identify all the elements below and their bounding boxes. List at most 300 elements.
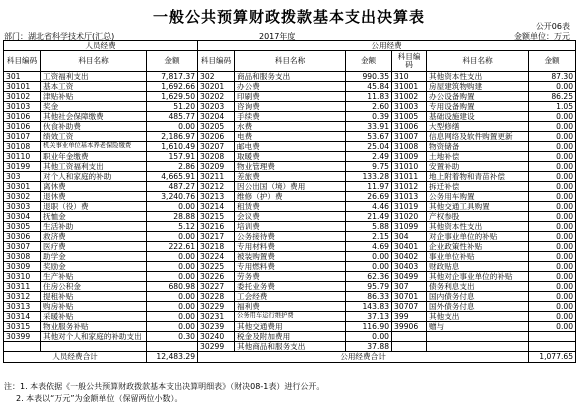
cell-amount: 1,629.50	[147, 92, 198, 102]
cell-name: 采暖补贴	[41, 312, 147, 322]
cell-amount: 2,186.97	[147, 132, 198, 142]
cell-code: 30240	[198, 332, 235, 342]
code-header: 科目编码	[392, 51, 427, 72]
cell-amount: 33.91	[346, 122, 392, 132]
cell-amount: 485.77	[147, 112, 198, 122]
cell-amount: 2.49	[346, 152, 392, 162]
cell-name: 事业单位补贴	[427, 252, 529, 262]
cell-amount: 11.83	[346, 92, 392, 102]
cell-name: 安置补助	[427, 162, 529, 172]
cell-name: 维修（护）费	[235, 192, 346, 202]
cell-amount: 5.88	[346, 222, 392, 232]
cell-amount: 4.69	[346, 242, 392, 252]
table-row	[4, 102, 576, 112]
cell-code: 30306	[4, 232, 41, 242]
cell-code: 30101	[4, 82, 41, 92]
cell-amount: 0.00	[529, 162, 576, 172]
cell-code: 30103	[4, 102, 41, 112]
cell-code: 30217	[198, 232, 235, 242]
cell-amount: 0.00	[529, 262, 576, 272]
table-row	[4, 232, 576, 242]
cell-code: 31010	[392, 162, 427, 172]
cell-amount: 0.00	[529, 272, 576, 282]
public-section-header: 公用经费	[198, 41, 576, 51]
cell-name: 其他商品和服务支出	[235, 342, 346, 352]
personnel-section-header: 人员经费	[4, 41, 198, 51]
cell-code: 30499	[392, 272, 427, 282]
cell-amount: 2.60	[346, 102, 392, 112]
cell-amount: 2.15	[346, 232, 392, 242]
cell-amount: 116.90	[346, 322, 392, 332]
cell-code: 30110	[4, 152, 41, 162]
cell-amount	[147, 342, 198, 352]
cell-name: 生活补助	[41, 222, 147, 232]
cell-code: 30208	[198, 152, 235, 162]
cell-code: 31011	[392, 172, 427, 182]
table-row	[4, 252, 576, 262]
cell-code: 31019	[392, 202, 427, 212]
cell-code: 30303	[4, 202, 41, 212]
cell-amount: 0.00	[529, 152, 576, 162]
cell-name: 职业年金缴费	[41, 152, 147, 162]
cell-code: 30402	[392, 252, 427, 262]
cell-code: 31005	[392, 112, 427, 122]
cell-code: 30301	[4, 182, 41, 192]
cell-name: 伙食补助费	[41, 122, 147, 132]
cell-code	[392, 332, 427, 342]
cell-amount: 87.30	[529, 72, 576, 82]
cell-name: 商品和服务支出	[235, 72, 346, 82]
public-total-label: 公用经费合计	[198, 352, 529, 363]
cell-name: 津贴补贴	[41, 92, 147, 102]
table-row	[4, 182, 576, 192]
table-row	[4, 332, 576, 342]
cell-amount: 0.00	[529, 172, 576, 182]
cell-amount: 3,240.76	[147, 192, 198, 202]
cell-amount: 0.00	[529, 322, 576, 332]
cell-name: 福利费	[235, 302, 346, 312]
cell-name: 办公费	[235, 82, 346, 92]
cell-code: 31003	[392, 102, 427, 112]
cell-name: 奖励金	[41, 262, 147, 272]
cell-code: 30106	[4, 122, 41, 132]
report-title: 一般公共预算财政拨款基本支出决算表	[152, 8, 425, 26]
cell-name: 其他资本性支出	[427, 72, 529, 82]
cell-amount: 4,665.91	[147, 172, 198, 182]
cell-code: 30228	[198, 292, 235, 302]
cell-code	[4, 342, 41, 352]
cell-name: 企业政策性补贴	[427, 242, 529, 252]
cell-amount: 487.27	[147, 182, 198, 192]
cell-name: 办公设备购置	[427, 92, 529, 102]
footnote: 注：1. 本表依据《一般公共预算财政拨款基本支出决算明细表》（财决08-1表）进行公开。	[4, 382, 325, 391]
cell-name: 赠与	[427, 322, 529, 332]
cell-name: 其他对个人和家庭的补助支出	[41, 332, 147, 342]
cell-code: 31002	[392, 92, 427, 102]
cell-amount: 0.00	[529, 312, 576, 322]
cell-code: 30106	[4, 112, 41, 122]
cell-amount: 95.79	[346, 282, 392, 292]
cell-code: 31099	[392, 222, 427, 232]
cell-name: 产权参股	[427, 212, 529, 222]
name-header: 科目名称	[235, 51, 346, 72]
table-row	[4, 192, 576, 202]
cell-code: 302	[198, 72, 235, 82]
table-row	[4, 212, 576, 222]
cell-code: 30305	[4, 222, 41, 232]
cell-name: 公务用车购置	[427, 192, 529, 202]
cell-amount	[529, 332, 576, 342]
cell-amount: 53.67	[346, 132, 392, 142]
cell-name: 委托业务费	[235, 282, 346, 292]
amount-header: 金额	[147, 51, 198, 72]
cell-code: 31007	[392, 132, 427, 142]
cell-name: 信息网络及软件购置更新	[427, 132, 529, 142]
cell-name: 购房补贴	[41, 302, 147, 312]
cell-amount: 0.39	[346, 112, 392, 122]
cell-code: 30310	[4, 272, 41, 282]
table-row	[4, 162, 576, 172]
cell-amount: 0.00	[529, 212, 576, 222]
cell-amount: 51.20	[147, 102, 198, 112]
cell-name: 奖金	[41, 102, 147, 112]
cell-amount: 62.36	[346, 272, 392, 282]
public-total-amount: 1,077.65	[529, 352, 576, 363]
cell-code: 30204	[198, 112, 235, 122]
table-row	[4, 322, 576, 332]
cell-name: 救济费	[41, 232, 147, 242]
cell-code: 30239	[198, 322, 235, 332]
cell-amount	[529, 342, 576, 352]
cell-amount: 0.00	[529, 132, 576, 142]
cell-name: 抚恤金	[41, 212, 147, 222]
cell-code: 310	[392, 72, 427, 82]
cell-code: 30203	[198, 102, 235, 112]
cell-code: 30399	[4, 332, 41, 342]
cell-code: 31001	[392, 82, 427, 92]
cell-name: 物资储备	[427, 142, 529, 152]
cell-name: 工资福利支出	[41, 72, 147, 82]
cell-code: 30313	[4, 302, 41, 312]
cell-amount: 133.28	[346, 172, 392, 182]
cell-code: 30202	[198, 92, 235, 102]
cell-name: 物业服务补贴	[41, 322, 147, 332]
cell-amount: 25.04	[346, 142, 392, 152]
cell-amount: 143.83	[346, 302, 392, 312]
cell-code: 30201	[198, 82, 235, 92]
cell-name: 其他社会保障缴费	[41, 112, 147, 122]
cell-name: 培训费	[235, 222, 346, 232]
cell-code: 30315	[4, 322, 41, 332]
cell-code: 303	[4, 172, 41, 182]
cell-name: 税金及附加费用	[235, 332, 346, 342]
cell-name: 因公出国（境）费用	[235, 182, 346, 192]
cell-code: 30213	[198, 192, 235, 202]
cell-amount: 1.05	[529, 102, 576, 112]
cell-name: 其他对企事业单位的补贴	[427, 272, 529, 282]
cell-name: 退职（役）费	[41, 202, 147, 212]
cell-name: 对企事业单位的补贴	[427, 232, 529, 242]
cell-name: 公务接待费	[235, 232, 346, 242]
cell-amount: 0.00	[529, 202, 576, 212]
cell-name: 会议费	[235, 212, 346, 222]
cell-code: 30231	[198, 312, 235, 322]
cell-code: 31009	[392, 152, 427, 162]
expenditure-table	[3, 40, 576, 363]
cell-amount: 0.00	[147, 232, 198, 242]
table-row	[4, 172, 576, 182]
cell-code: 30102	[4, 92, 41, 102]
table-row	[4, 292, 576, 302]
cell-amount: 0.00	[529, 182, 576, 192]
cell-code: 30206	[198, 132, 235, 142]
personnel-total-label: 人员经费合计	[4, 352, 147, 363]
cell-code: 30108	[4, 142, 41, 152]
personnel-total-amount: 12,483.29	[147, 352, 198, 363]
cell-amount: 37.88	[346, 342, 392, 352]
cell-code: 39906	[392, 322, 427, 332]
cell-name: 国外债务付息	[427, 302, 529, 312]
name-header: 科目名称	[427, 51, 529, 72]
cell-code: 30218	[198, 242, 235, 252]
cell-amount: 0.00	[147, 122, 198, 132]
cell-amount: 45.84	[346, 82, 392, 92]
cell-code: 31006	[392, 122, 427, 132]
table-row	[4, 222, 576, 232]
table-row	[4, 312, 576, 322]
cell-code: 30299	[198, 342, 235, 352]
cell-name: 医疗费	[41, 242, 147, 252]
table-row	[4, 202, 576, 212]
cell-amount: 0.00	[147, 262, 198, 272]
cell-code: 30214	[198, 202, 235, 212]
cell-amount: 0.00	[529, 282, 576, 292]
cell-amount: 0.00	[529, 252, 576, 262]
table-row	[4, 112, 576, 122]
cell-amount: 0.00	[346, 262, 392, 272]
cell-code: 30401	[392, 242, 427, 252]
cell-code: 30212	[198, 182, 235, 192]
cell-amount: 4.46	[346, 202, 392, 212]
cell-name: 土地补偿	[427, 152, 529, 162]
code-header: 科目编码	[198, 51, 235, 72]
amount-header: 金额	[529, 51, 576, 72]
cell-amount: 0.00	[147, 272, 198, 282]
amount-header: 金额	[346, 51, 392, 72]
cell-name: 退休费	[41, 192, 147, 202]
cell-name: 印刷费	[235, 92, 346, 102]
cell-name: 邮电费	[235, 142, 346, 152]
cell-name: 租赁费	[235, 202, 346, 212]
cell-code: 307	[392, 282, 427, 292]
cell-amount: 0.00	[147, 252, 198, 262]
cell-name: 绩效工资	[41, 132, 147, 142]
cell-amount: 1,692.66	[147, 82, 198, 92]
cell-name: 其他支出	[427, 312, 529, 322]
cell-code: 30229	[198, 302, 235, 312]
cell-name	[427, 342, 529, 352]
cell-code: 30225	[198, 262, 235, 272]
cell-amount: 0.00	[529, 292, 576, 302]
cell-code: 301	[4, 72, 41, 82]
cell-amount: 0.00	[529, 302, 576, 312]
cell-name: 大型修缮	[427, 122, 529, 132]
cell-code: 30227	[198, 282, 235, 292]
cell-amount: 1,610.49	[147, 142, 198, 152]
cell-code: 30209	[198, 162, 235, 172]
table-row	[4, 152, 576, 162]
cell-amount: 680.98	[147, 282, 198, 292]
table-row	[4, 282, 576, 292]
cell-amount: 157.91	[147, 152, 198, 162]
department-label: 部门：湖北省科学技术厅(汇总)	[4, 32, 115, 41]
cell-name: 基础设施建设	[427, 112, 529, 122]
cell-code: 31013	[392, 192, 427, 202]
cell-code: 31012	[392, 182, 427, 192]
cell-code: 304	[392, 232, 427, 242]
cell-name: 对个人和家庭的补助	[41, 172, 147, 182]
cell-name: 机关事业单位基本养老保险缴费	[41, 142, 147, 152]
cell-amount: 222.61	[147, 242, 198, 252]
cell-amount: 0.00	[147, 292, 198, 302]
cell-amount: 26.69	[346, 192, 392, 202]
cell-amount: 86.25	[529, 92, 576, 102]
cell-amount: 7,817.37	[147, 72, 198, 82]
cell-code: 30312	[4, 292, 41, 302]
cell-amount: 0.00	[529, 222, 576, 232]
cell-code: 30205	[198, 122, 235, 132]
cell-amount: 0.00	[147, 312, 198, 322]
cell-name: 水费	[235, 122, 346, 132]
cell-name	[41, 342, 147, 352]
table-row	[4, 272, 576, 282]
cell-amount: 0.00	[529, 82, 576, 92]
cell-code: 30707	[392, 302, 427, 312]
cell-name: 专用设备购置	[427, 102, 529, 112]
cell-amount: 0.00	[529, 232, 576, 242]
cell-code: 399	[392, 312, 427, 322]
cell-name: 国内债务付息	[427, 292, 529, 302]
cell-code: 30307	[4, 242, 41, 252]
cell-code: 31008	[392, 142, 427, 152]
table-row	[4, 262, 576, 272]
cell-name: 住房公积金	[41, 282, 147, 292]
cell-amount: 9.75	[346, 162, 392, 172]
table-row	[4, 242, 576, 252]
cell-name: 生产补贴	[41, 272, 147, 282]
cell-code: 30311	[4, 282, 41, 292]
fiscal-year: 2017年度	[259, 32, 296, 41]
cell-name: 专用材料费	[235, 242, 346, 252]
cell-name: 被装购置费	[235, 252, 346, 262]
table-row	[4, 302, 576, 312]
cell-amount: 28.88	[147, 212, 198, 222]
cell-amount: 21.49	[346, 212, 392, 222]
cell-code: 31020	[392, 212, 427, 222]
cell-code: 30701	[392, 292, 427, 302]
cell-amount: 0.00	[346, 332, 392, 342]
cell-code: 30304	[4, 212, 41, 222]
cell-code: 30314	[4, 312, 41, 322]
cell-amount: 5.12	[147, 222, 198, 232]
cell-amount: 0.00	[346, 252, 392, 262]
form-number: 公开06表	[535, 22, 570, 31]
cell-name: 物业管理费	[235, 162, 346, 172]
cell-name: 咨询费	[235, 102, 346, 112]
cell-name: 电费	[235, 132, 346, 142]
cell-amount: 0.00	[529, 112, 576, 122]
cell-amount: 0.00	[529, 142, 576, 152]
cell-name: 债务利息支出	[427, 282, 529, 292]
cell-code: 30216	[198, 222, 235, 232]
cell-code: 30199	[4, 162, 41, 172]
cell-amount: 11.97	[346, 182, 392, 192]
cell-name: 其他交通费用	[235, 322, 346, 332]
table-row	[4, 342, 576, 352]
cell-name: 其他资本性支出	[427, 222, 529, 232]
cell-code: 30226	[198, 272, 235, 282]
cell-amount: 0.00	[147, 202, 198, 212]
table-row	[4, 142, 576, 152]
name-header: 科目名称	[41, 51, 147, 72]
footnotes	[4, 381, 324, 405]
cell-name	[427, 332, 529, 342]
cell-amount: 0.00	[529, 122, 576, 132]
cell-code: 30309	[4, 262, 41, 272]
cell-code	[392, 342, 427, 352]
cell-name: 拆迁补偿	[427, 182, 529, 192]
cell-code: 30224	[198, 252, 235, 262]
cell-name: 地上附着物和青苗补偿	[427, 172, 529, 182]
cell-name: 其他工资福利支出	[41, 162, 147, 172]
cell-name: 差旅费	[235, 172, 346, 182]
table-row	[4, 82, 576, 92]
code-header: 科目编码	[4, 51, 41, 72]
cell-name: 助学金	[41, 252, 147, 262]
cell-amount: 86.33	[346, 292, 392, 302]
cell-name: 专用燃料费	[235, 262, 346, 272]
cell-amount: 990.35	[346, 72, 392, 82]
cell-code: 30302	[4, 192, 41, 202]
cell-code: 30215	[198, 212, 235, 222]
cell-amount: 0.30	[147, 332, 198, 342]
cell-amount: 37.13	[346, 312, 392, 322]
cell-amount: 0.00	[147, 322, 198, 332]
cell-amount: 0.00	[147, 302, 198, 312]
cell-code: 30403	[392, 262, 427, 272]
cell-name: 劳务费	[235, 272, 346, 282]
cell-code: 30211	[198, 172, 235, 182]
cell-name: 公务用车运行维护费	[235, 312, 346, 322]
cell-amount: 0.00	[529, 242, 576, 252]
cell-name: 手续费	[235, 112, 346, 122]
table-row	[4, 132, 576, 142]
cell-code: 30308	[4, 252, 41, 262]
cell-name: 工会经费	[235, 292, 346, 302]
table-row	[4, 122, 576, 132]
cell-name: 离休费	[41, 182, 147, 192]
cell-amount: 0.00	[529, 192, 576, 202]
cell-name: 基本工资	[41, 82, 147, 92]
cell-name: 财政贴息	[427, 262, 529, 272]
cell-name: 其他交通工具购置	[427, 202, 529, 212]
cell-name: 房屋建筑物购建	[427, 82, 529, 92]
amount-unit: 金额单位：万元	[514, 32, 570, 41]
cell-code: 30107	[4, 132, 41, 142]
cell-amount: 2.86	[147, 162, 198, 172]
footnote: 2. 本表以“万元”为金额单位（保留两位小数）。	[16, 394, 183, 403]
cell-name: 提租补贴	[41, 292, 147, 302]
